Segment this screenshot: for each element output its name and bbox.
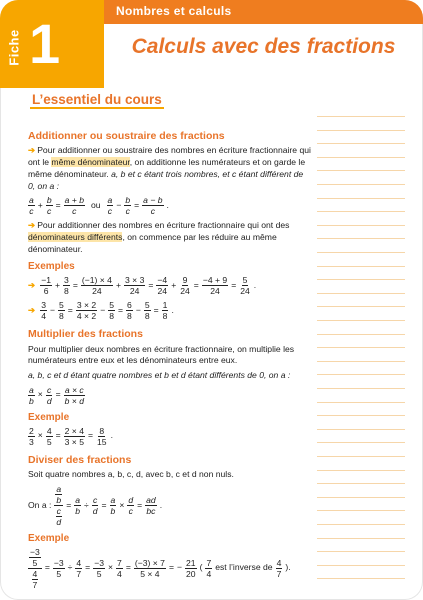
section-divide-heading: Diviser des fractions (28, 453, 132, 466)
note-line (317, 334, 405, 335)
note-line (317, 225, 405, 226)
note-line (317, 347, 405, 348)
note-line (317, 402, 405, 403)
category-label: Nombres et calculs (116, 4, 232, 18)
add-example-1: ➔ $\frac{-1}{6}$ + $\frac{3}{8}$ = $\frac{(-1) \times 4}{24}$ + $\frac{3 \times 3}{24}$ = $\frac{-4}{24}$ + $\frac{9}{24}$ = $\frac{-4 + 9}{24}$ = $\frac{5}{24}$ . (28, 275, 257, 297)
note-line (317, 170, 405, 171)
page-title: Calculs avec des fractions (131, 35, 396, 58)
note-line (317, 388, 405, 389)
note-line (317, 565, 405, 566)
divide-formula: On a : $\frac{\frac{a}{b}}{\frac{c}{d}}$ = $\frac{a}{b}$ ÷ $\frac{c}{d}$ = $\frac{a}{b}$ × $\frac{d}{c}$ = $\frac{ad}{bc}$ . (28, 483, 163, 527)
note-line (317, 510, 405, 511)
arrow-icon: ➔ (28, 304, 36, 315)
note-line (317, 374, 405, 375)
arrow-icon: ➔ (28, 145, 36, 156)
note-line (317, 293, 405, 294)
arrow-icon: ➔ (28, 279, 36, 290)
note-line (317, 252, 405, 253)
note-line (317, 524, 405, 525)
add-example-2: ➔ $\frac{3}{4}$ − $\frac{5}{8}$ = $\frac{3 \times 2}{4 \times 2}$ − $\frac{5}{8}$ = $\frac{6}{8}$ − $\frac{5}{8}$ = $\frac{1}{8}$ . (28, 300, 174, 322)
note-line (317, 456, 405, 457)
note-line (317, 415, 405, 416)
fiche-badge (0, 0, 104, 88)
multiply-example-heading: Exemple (28, 411, 70, 423)
note-line (317, 497, 405, 498)
note-line (317, 184, 405, 185)
multiply-example: $\frac{2}{3}$ × $\frac{4}{5}$ = $\frac{2 \times 4}{3 \times 5}$ = $\frac{8}{15}$ . (29, 425, 113, 447)
section-multiply-heading: Multiplier des fractions (28, 328, 143, 341)
divide-paragraph-1: Soit quatre nombres a, b, c, d, avec b, c et d non nuls. (28, 469, 234, 480)
note-line (317, 143, 405, 144)
note-line (317, 198, 405, 199)
note-line (317, 320, 405, 321)
fiche-label: Fiche (6, 28, 22, 66)
main-content (28, 88, 311, 594)
examples-heading: Exemples (28, 261, 75, 273)
divide-example: $\frac{\frac{-3}{5}}{\frac{4}{7}}$ = $\frac{-3}{5}$ ÷ $\frac{4}{7}$ = $\frac{-3}{5}$ × $\frac{7}{4}$ = $\frac{(-3) \times 7}{5 \times 4}$ = − $\frac{21}{20}$ ( $\frac{7}{4}$ est l’inverse de $\frac{4}{7}$ ). (30, 546, 291, 590)
section-add-heading: Additionner ou soustraire des fractions (28, 129, 225, 142)
note-line (317, 442, 405, 443)
note-line (317, 266, 405, 267)
note-line (317, 238, 405, 239)
note-line (317, 306, 405, 307)
add-paragraph-1: ➔ Pour additionner ou soustraire des nombres en écriture fractionnaire qui ont le même dénominateur, on additionne les numérateurs et on garde le même dénominateur. a, b et c étant trois nombres, et c étant différent de 0, on a : (28, 145, 311, 191)
note-line (317, 483, 405, 484)
highlight-same-denominator: même dénominateur (51, 157, 130, 168)
fiche-number: 1 (29, 12, 61, 75)
note-line (317, 578, 405, 579)
note-line (317, 157, 405, 158)
note-line (317, 279, 405, 280)
highlight-different-denominators: dénominateurs différents (28, 231, 123, 242)
note-line (317, 361, 405, 362)
multiply-paragraph-2: a, b, c et d étant quatre nombres et b et d étant différents de 0, on a : (28, 370, 291, 381)
note-line (317, 429, 405, 430)
multiply-paragraph-1: Pour multiplier deux nombres en écriture fractionnaire, on multiplie les numérateurs entre eux et les dénominateurs entre eux. (28, 343, 295, 366)
note-line (317, 551, 405, 552)
add-paragraph-2: ➔ Pour additionner des nombres en écriture fractionnaire qui ont des dénominateurs différents, on commence par les réduire au même dénominateur. (28, 220, 290, 254)
note-line (317, 538, 405, 539)
note-line (317, 116, 405, 117)
add-formula: $\frac{a}{c}$ + $\frac{b}{c}$ = $\frac{a + b}{c}$ ou $\frac{a}{c}$ − $\frac{b}{c}$ = $\frac{a - b}{c}$ . (29, 195, 169, 217)
main-heading: L’essentiel du cours (32, 92, 162, 107)
multiply-formula: $\frac{a}{b}$ × $\frac{c}{d}$ = $\frac{a \times c}{b \times d}$ (29, 384, 84, 406)
arrow-icon: ➔ (28, 220, 36, 231)
note-line (317, 470, 405, 471)
note-line (317, 211, 405, 212)
divide-example-heading: Exemple (28, 532, 70, 544)
note-line (317, 130, 405, 131)
category-band (104, 0, 423, 24)
